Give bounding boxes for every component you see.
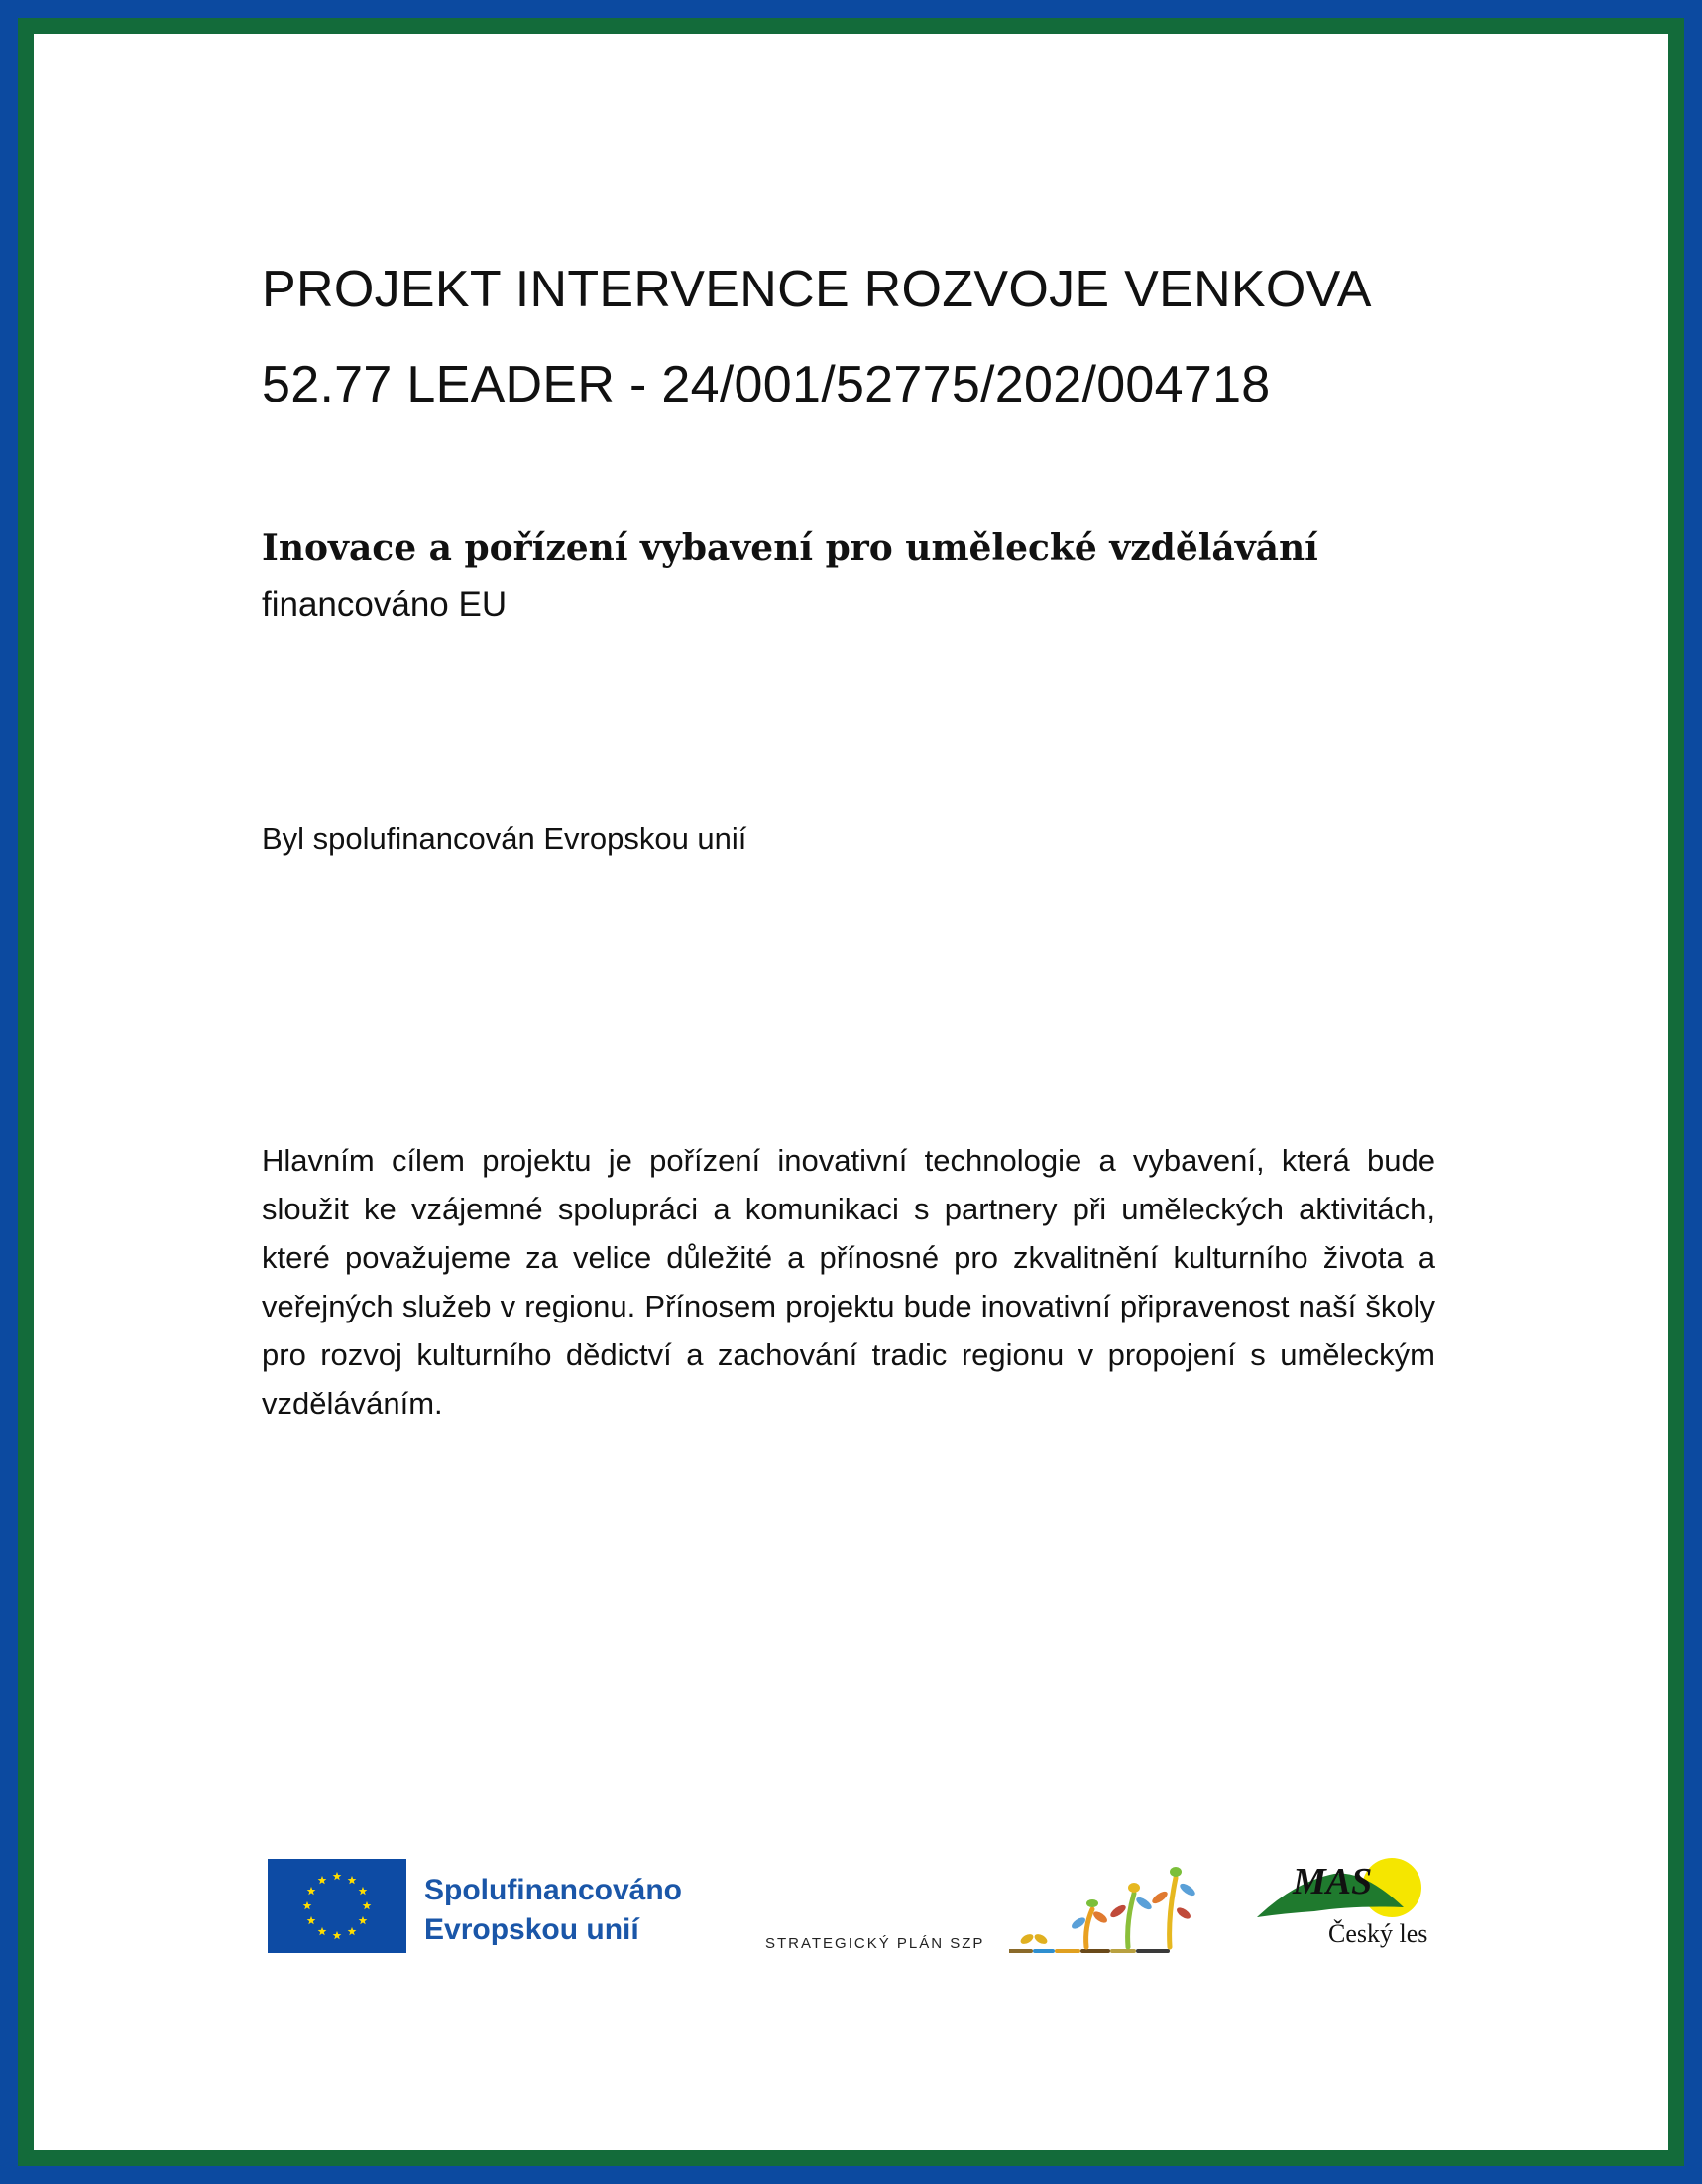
mas-logo-subtitle: Český les — [1328, 1919, 1428, 1948]
project-title: Inovace a pořízení vybavení pro umělecké vzdělávání — [262, 527, 1318, 569]
mas-acronym: MAS — [1293, 1861, 1373, 1902]
funded-note: financováno EU — [262, 585, 508, 624]
szp-sprouts-icon — [1009, 1864, 1217, 1959]
heading-line-2: 52.77 LEADER - 24/001/52775/202/004718 — [262, 356, 1271, 413]
document-page — [34, 34, 1668, 2150]
szp-logo-text: STRATEGICKÝ PLÁN SZP — [765, 1935, 985, 1952]
project-description: Hlavním cílem projektu je pořízení inovativní technologie a vybavení, která bude sloužit ke vzájemné spolupráci a komunikaci s partnery při uměleckých aktivitách, které považujeme za velice důležité a přínosné pro zkvalitnění kulturního života a veřejných služeb v regionu. Přínosem projektu bude inovativní připravenost naší školy pro rozvoj kulturního dědictví a zachování tradic regionu v propojení s uměleckým vzděláváním. — [262, 1143, 1435, 1421]
cofunded-statement: Byl spolufinancován Evropskou unií — [262, 821, 747, 856]
heading-line-1: PROJEKT INTERVENCE ROZVOJE VENKOVA — [262, 261, 1372, 318]
eu-flag-icon — [268, 1859, 406, 1953]
eu-logo — [268, 1859, 714, 1958]
szp-logo — [763, 1864, 1219, 1963]
eu-logo-line-1: Spolufinancováno — [424, 1874, 683, 1906]
eu-logo-text — [424, 1871, 682, 1950]
eu-logo-line-2: Evropskou unií — [424, 1913, 639, 1946]
mas-logo — [1255, 1852, 1433, 1961]
